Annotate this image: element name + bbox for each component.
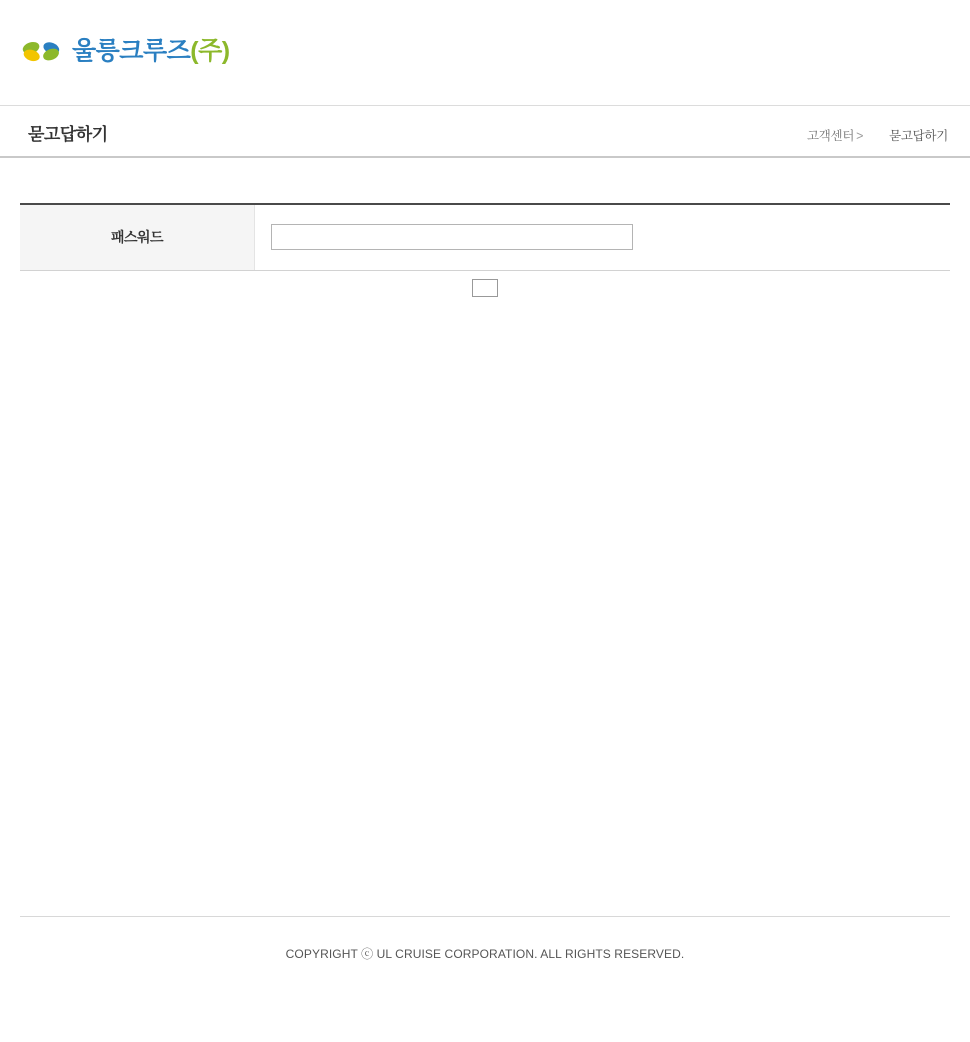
password-input-cell	[255, 205, 951, 270]
copyright-text: COPYRIGHT ⓒ UL CRUISE CORPORATION. ALL RIGHTS RESERVED.	[285, 947, 685, 961]
submit-row	[20, 279, 950, 297]
logo-text-primary: 울릉크루즈	[72, 36, 191, 65]
title-bar	[0, 105, 970, 158]
breadcrumb	[807, 126, 948, 144]
logo-text-secondary: (주)	[190, 36, 230, 65]
form-top-divider	[20, 158, 950, 205]
page-title: 묻고답하기	[28, 125, 108, 144]
password-label: 패스워드	[20, 205, 255, 270]
site-logo-link[interactable]	[20, 30, 230, 72]
breadcrumb-separator: >	[856, 129, 864, 143]
password-form-table	[20, 205, 950, 271]
breadcrumb-parent[interactable]: 고객센터	[807, 129, 855, 143]
password-input[interactable]	[271, 224, 633, 250]
table-row	[20, 205, 950, 270]
content-area	[0, 158, 970, 297]
submit-button[interactable]	[472, 279, 498, 297]
site-footer	[0, 916, 970, 1042]
logo-text	[72, 36, 230, 65]
site-header	[0, 0, 970, 105]
footer-divider	[20, 916, 950, 917]
pinwheel-flower-logo-icon	[20, 30, 62, 72]
breadcrumb-current: 묻고답하기	[889, 129, 948, 143]
